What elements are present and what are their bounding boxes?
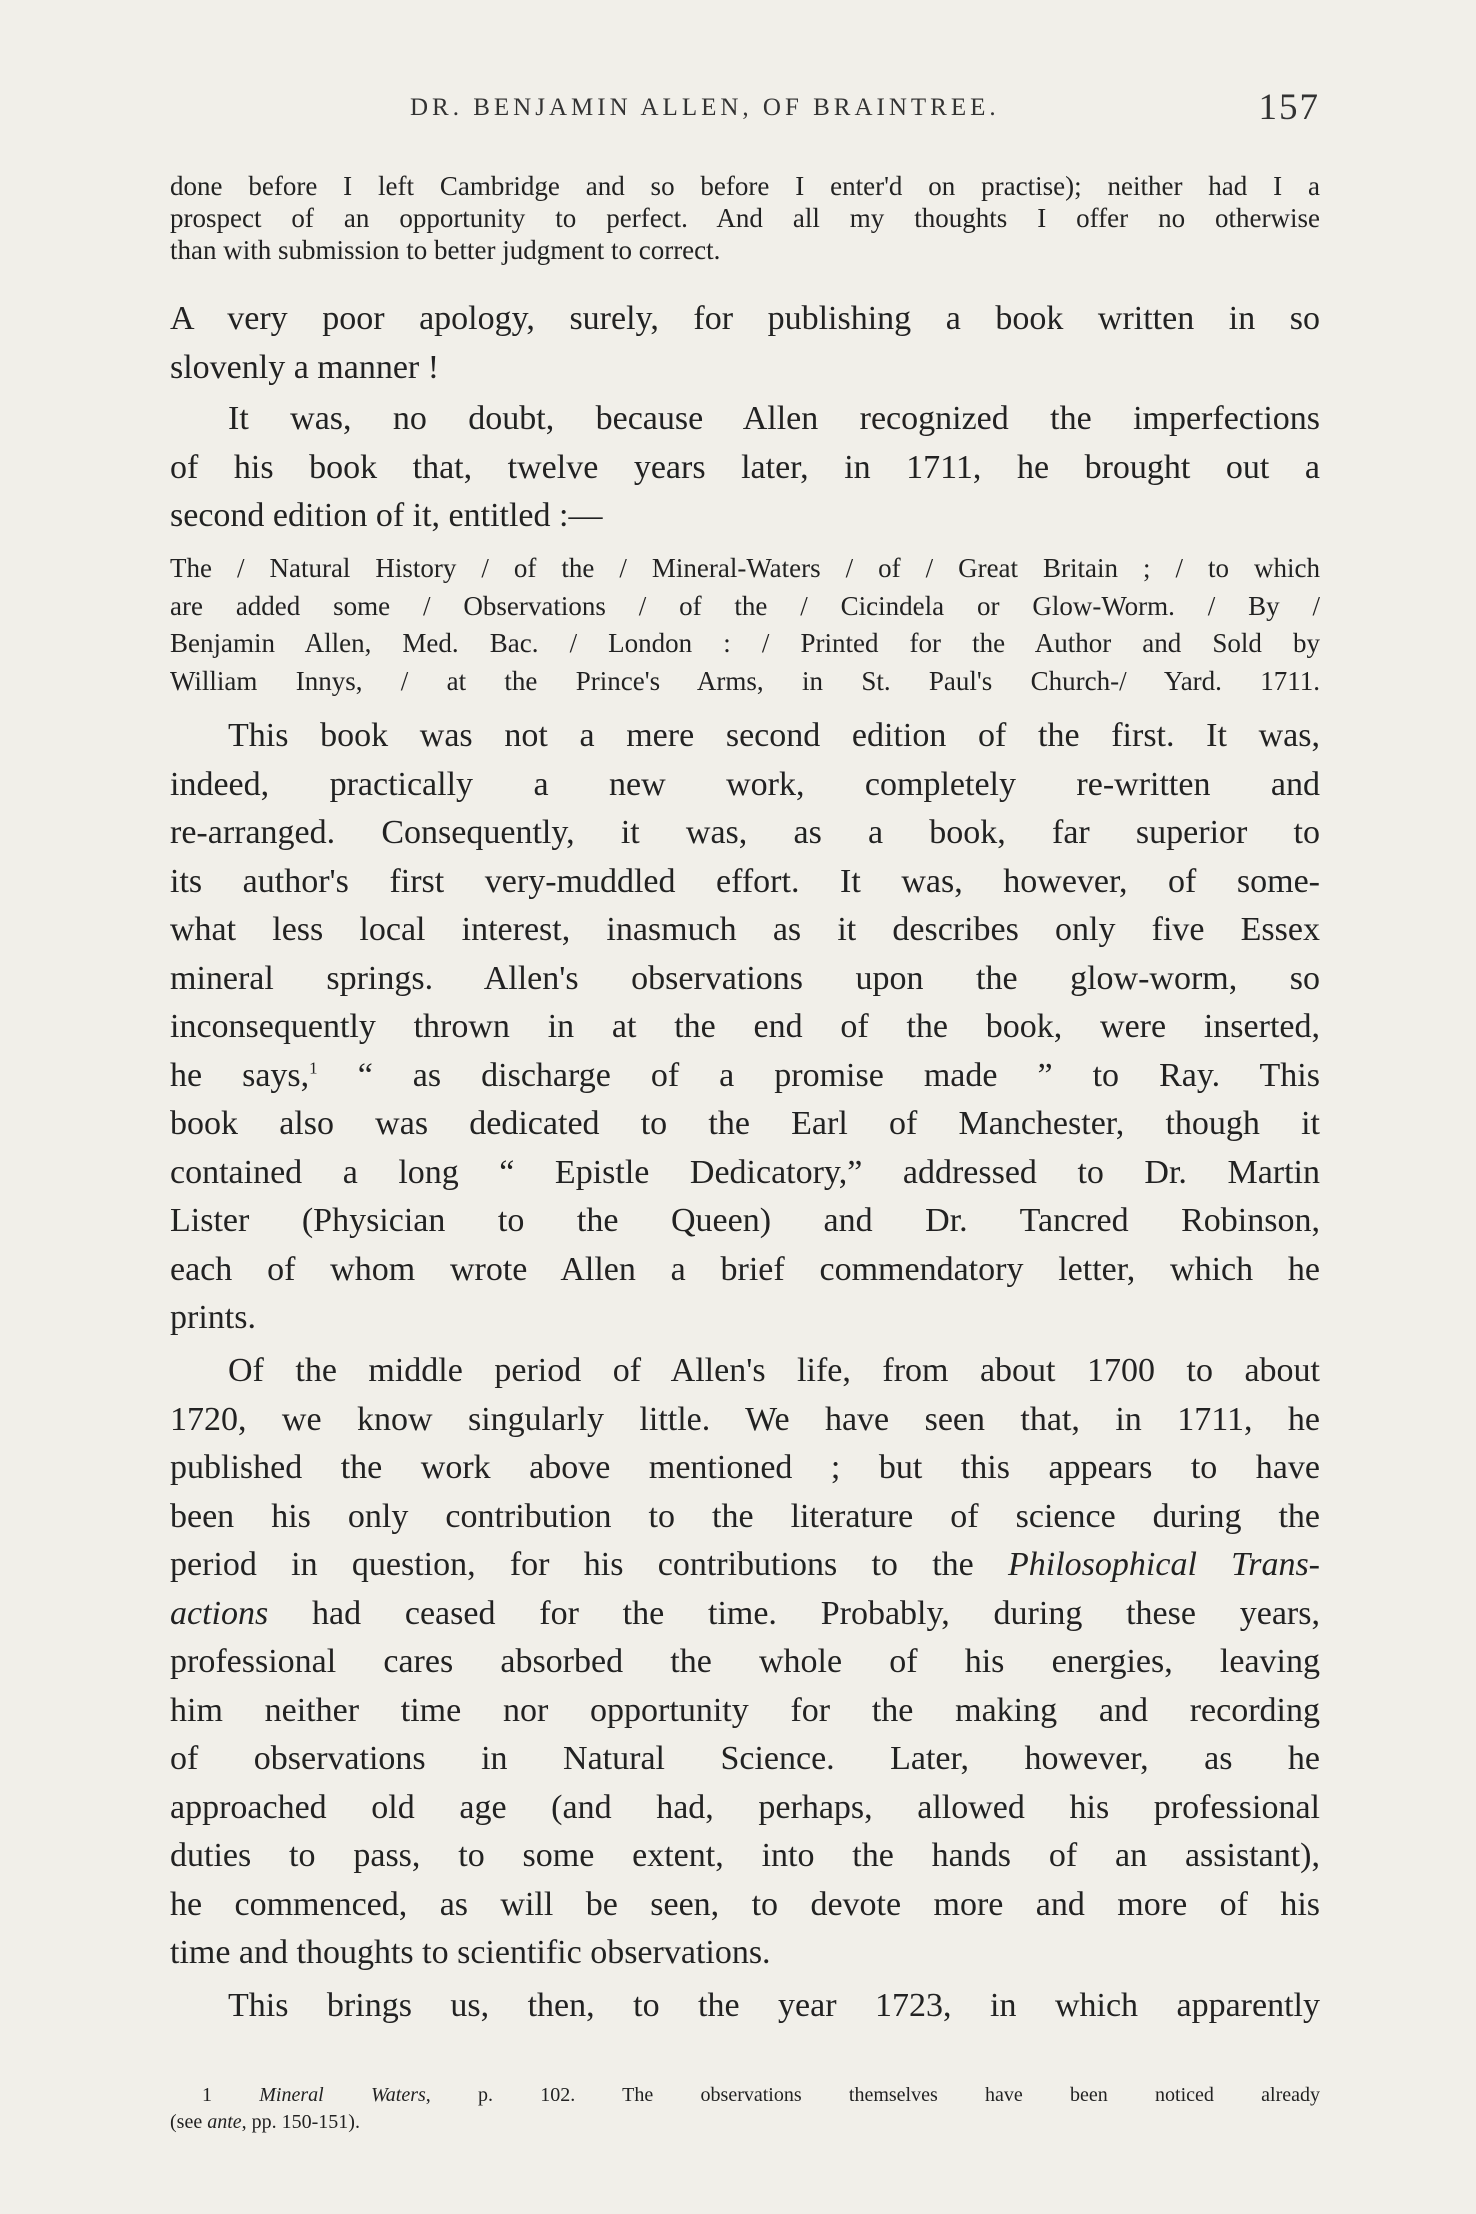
footnote (170, 2082, 1320, 2136)
text-line: him neither time nor opportunity for the making and recording (170, 1691, 1320, 1729)
text-run: , pp. 150-151). (241, 2111, 360, 2133)
book-title-citation (170, 550, 1320, 700)
text-line: approached old age (and had, perhaps, allowed his professional (170, 1788, 1320, 1826)
paragraph-year-1723 (170, 1982, 1320, 2031)
text-line: what less local interest, inasmuch as it describes only five Essex (170, 911, 1320, 948)
text-line: William Innys, / at the Prince's Arms, in St. Paul's Church-/ Yard. 1711. (170, 665, 1320, 696)
text-line: slovenly a manner ! (170, 348, 440, 386)
text-line (170, 1590, 1320, 1639)
paragraph-second-edition (170, 395, 1320, 541)
text-line: contained a long “ Epistle Dedicatory,” addressed to Dr. Martin (170, 1153, 1320, 1191)
text-line: than with submission to better judgment to correct. (170, 235, 721, 265)
text-line: been his only contribution to the literature of science during the (170, 1497, 1320, 1535)
text-run: had ceased for the time. Probably, during these years, (268, 1594, 1320, 1632)
text-run: “ as discharge of a promise made ” to Ray. This (317, 1056, 1320, 1094)
text-line: of his book that, twelve years later, in 1711, he brought out a (170, 448, 1320, 486)
footnote-line (170, 2082, 1320, 2109)
text-run: period in question, for his contributions to the (170, 1546, 1009, 1583)
running-title: DR. BENJAMIN ALLEN, OF BRAINTREE. (410, 94, 1000, 121)
footnote-number: 1 (202, 2084, 212, 2106)
italic-title: actions (170, 1594, 269, 1632)
running-head (170, 87, 1320, 132)
paragraph-apology (170, 295, 1320, 392)
text-run: , p. 102. The observations themselves have been noticed already (425, 2084, 1320, 2106)
text-line: time and thoughts to scientific observations. (170, 1934, 771, 1971)
text-line: professional cares absorbed the whole of his energies, leaving (170, 1643, 1320, 1680)
text-line: Of the middle period of Allen's life, from about 1700 to about (228, 1352, 1320, 1389)
text-line: indeed, practically a new work, completely re-written and (170, 765, 1320, 803)
footnote-marker: 1 (309, 1058, 318, 1078)
text-line: This brings us, then, to the year 1723, in which apparently (228, 1987, 1320, 2024)
page-number: 157 (1258, 87, 1320, 128)
text-line: duties to pass, to some extent, into the hands of an assistant), (170, 1837, 1320, 1874)
footnote-line (170, 2109, 1320, 2136)
text-line: second edition of it, entitled :— (170, 497, 603, 534)
text-line: each of whom wrote Allen a brief commendatory letter, which he (170, 1250, 1320, 1288)
text-line: done before I left Cambridge and so before I enter'd on practise); neither had I a (170, 171, 1320, 201)
text-line: of observations in Natural Science. Later, however, as he (170, 1740, 1320, 1777)
text-line: are added some / Observations / of the / Cicindela or Glow-Worm. / By / (170, 590, 1320, 621)
text-line: published the work above mentioned ; but this appears to have (170, 1449, 1320, 1486)
text-run: he says, (170, 1056, 310, 1094)
text-line: re-arranged. Consequently, it was, as a book, far superior to (170, 814, 1320, 851)
text-line (170, 1541, 1320, 1590)
paragraph-middle-period (170, 1347, 1320, 1978)
text-line: book also was dedicated to the Earl of Manchester, though it (170, 1105, 1320, 1142)
quotation-continuation (170, 170, 1320, 266)
text-line: prospect of an opportunity to perfect. And all my thoughts I offer no otherwise (170, 203, 1320, 233)
text-line: mineral springs. Allen's observations upon the glow-worm, so (170, 959, 1320, 997)
text-run: (see (170, 2111, 208, 2133)
text-line: A very poor apology, surely, for publishing a book written in so (170, 300, 1320, 337)
text-line: It was, no doubt, because Allen recognized the imperfections (228, 400, 1320, 437)
paragraph-book-description (170, 712, 1320, 1343)
text-line: Lister (Physician to the Queen) and Dr. Tancred Robinson, (170, 1202, 1320, 1239)
text-line: This book was not a mere second edition of the first. It was, (228, 717, 1320, 754)
text-line: he commenced, as will be seen, to devote more and more of his (170, 1885, 1320, 1923)
italic-title: Philosophical Trans- (1008, 1546, 1320, 1583)
text-line: inconsequently thrown in at the end of the book, were inserted, (170, 1008, 1320, 1045)
text-line: 1720, we know singularly little. We have seen that, in 1711, he (170, 1400, 1320, 1438)
text-line (170, 1052, 1320, 1101)
italic-word: ante (207, 2111, 242, 2133)
text-line: prints. (170, 1299, 256, 1336)
text-line: The / Natural History / of the / Mineral-Waters / of / Great Britain ; / to which (170, 553, 1320, 583)
text-line: its author's first very-muddled effort. It was, however, of some- (170, 862, 1320, 900)
italic-title: Mineral Waters (259, 2084, 426, 2106)
text-line: Benjamin Allen, Med. Bac. / London : / Printed for the Author and Sold by (170, 628, 1320, 658)
